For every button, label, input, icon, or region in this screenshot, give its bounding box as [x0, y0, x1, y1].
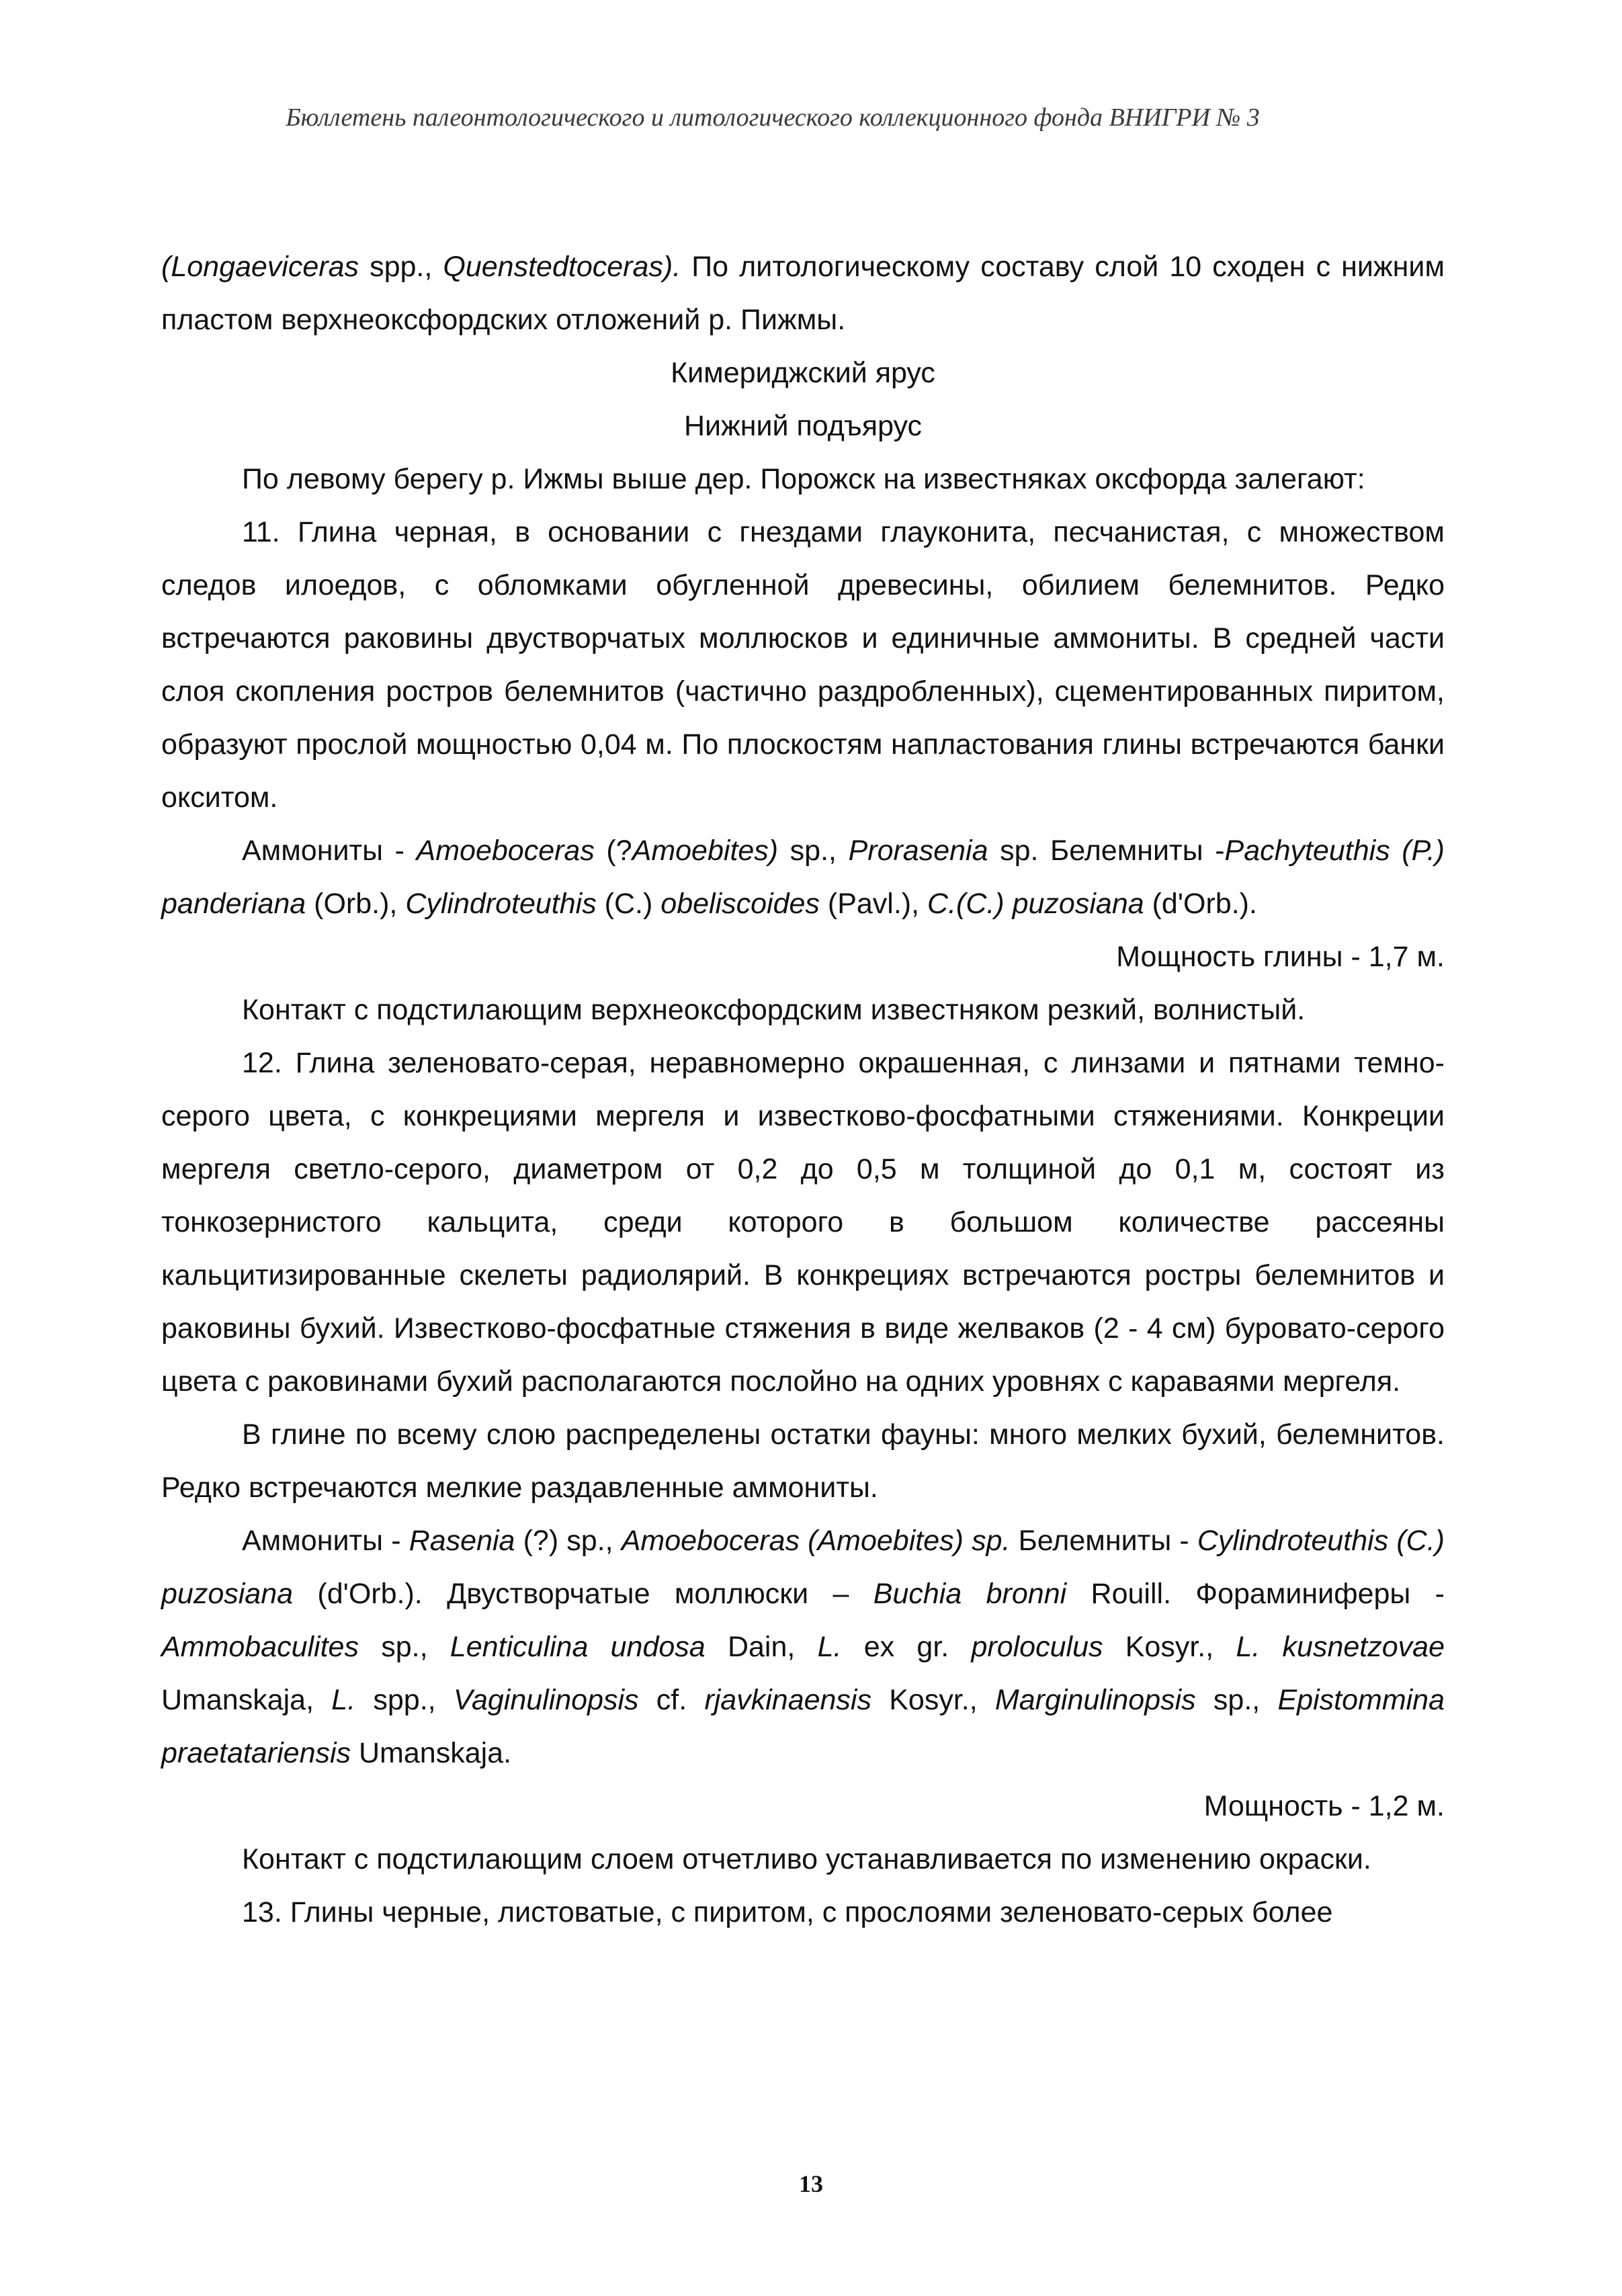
text-run: Белемниты -	[1010, 1525, 1197, 1557]
text-run: ex gr.	[841, 1631, 972, 1663]
italic-run: rjavkinaensis	[704, 1684, 871, 1716]
italic-run: Ammobaculites	[161, 1631, 359, 1663]
substage-heading: Нижний подъярус	[683, 410, 923, 442]
thickness-layer11: Мощность глины - 1,7 м.	[1116, 941, 1445, 973]
text-run: (?) sp.,	[515, 1525, 622, 1557]
text-run: spp.,	[359, 251, 443, 283]
italic-run: Amoebites)	[632, 835, 779, 867]
italic-run: Quenstedtoceras).	[443, 251, 681, 283]
italic-run: L.	[331, 1684, 356, 1716]
italic-run: Buchia bronni	[873, 1578, 1067, 1610]
stage-heading: Кимериджский ярус	[671, 357, 935, 389]
italic-run: L.	[817, 1631, 842, 1663]
running-header: Бюллетень палеонтологического и литологического коллекционного фонда ВНИГРИ № 3	[286, 103, 1260, 132]
text-run: sp.,	[778, 835, 849, 867]
paragraph-layer12-fauna-overview	[161, 1408, 1445, 1515]
italic-run: (Longaeviceras	[161, 251, 359, 283]
italic-run: L. kusnetzovae	[1236, 1631, 1445, 1663]
text-run: sp. Белемниты -	[988, 835, 1225, 867]
text-run: (?	[594, 835, 632, 867]
text-run: (Orb.),	[306, 888, 406, 920]
italic-run: Pachyteuthis (P.) panderiana	[161, 835, 1445, 920]
text-run: Контакт с подстилающим слоем отчетливо устанавливается по изменению окраски.	[242, 1843, 1371, 1875]
italic-run: Vaginulinopsis	[453, 1684, 639, 1716]
paragraph-layer12	[161, 1037, 1445, 1408]
paragraph-layer10-end	[161, 241, 1445, 347]
text-run: sp.,	[358, 1631, 450, 1663]
text-run: (Pavl.),	[819, 888, 928, 920]
italic-run: proloculus	[971, 1631, 1103, 1663]
paragraph-layer13	[161, 1886, 1445, 1939]
text-run: (d'Orb.). Двустворчатые моллюски –	[293, 1578, 873, 1610]
italic-run: Rasenia	[409, 1525, 515, 1557]
text-run: 12. Глина зеленовато-серая, неравномерно окрашенная, с линзами и пятнами темно-серого цвета, с конкрециями мергеля и известково-фосфатными стяжениями. Конкреции мергеля светло-серого, диаметром от 0,2 до 0,5 м толщиной до 0,1 м, состоят из тонкозернистого кальцита, среди которого в большом количестве рассеяны кальцитизированные скелеты радиолярий. В конкрециях встречаются ростры белемнитов и раковины бухий. Известково-фосфатные стяжения в виде желваков (2 - 4 см) буровато-серого цвета с раковинами бухий располагаются послойно на одних уровнях с караваями мергеля.	[161, 1047, 1445, 1398]
italic-run: Amoeboceras (Amoebites) sp.	[621, 1525, 1011, 1557]
text-run: spp.,	[355, 1684, 454, 1716]
text-run: Rouill. Фораминиферы -	[1066, 1578, 1445, 1610]
italic-run: C.(C.) puzosiana	[927, 888, 1144, 920]
text-run: cf.	[638, 1684, 705, 1716]
text-run: В глине по всему слою распределены остатки фауны: много мелких бухий, белемнитов. Редко встречаются мелкие раздавленные аммониты.	[161, 1418, 1445, 1504]
text-run: Kosyr.,	[1103, 1631, 1236, 1663]
paragraph-layer11	[161, 506, 1445, 824]
italic-run: Marginulinopsis	[994, 1684, 1196, 1716]
body-text	[161, 241, 1445, 1939]
text-run: 13. Глины черные, листоватые, с пиритом, с прослоями зеленовато-серых более	[242, 1896, 1333, 1928]
text-run: sp.,	[1195, 1684, 1278, 1716]
text-run: (C.)	[596, 888, 661, 920]
text-run: Umanskaja.	[351, 1737, 512, 1769]
text-run: Аммониты -	[242, 1525, 409, 1557]
paragraph-contact-12	[161, 1833, 1445, 1886]
paragraph-contact-11	[161, 984, 1445, 1037]
paragraph-location	[161, 453, 1445, 506]
italic-run: Epistommina praetatariensis	[161, 1684, 1445, 1769]
text-run: (d'Orb.).	[1144, 888, 1257, 920]
paragraph-layer12-fauna	[161, 1515, 1445, 1780]
italic-run: Lenticulina undosa	[450, 1631, 706, 1663]
text-run: Umanskaja,	[161, 1684, 332, 1716]
text-run: Kosyr.,	[871, 1684, 995, 1716]
text-run: Контакт с подстилающим верхнеоксфордским известняком резкий, волнистый.	[242, 994, 1306, 1026]
text-run: Dain,	[705, 1631, 818, 1663]
thickness-layer12: Мощность - 1,2 м.	[1203, 1790, 1445, 1822]
italic-run: Cylindroteuthis	[405, 888, 597, 920]
text-run: Аммониты -	[242, 835, 417, 867]
italic-run: obeliscoides	[660, 888, 820, 920]
italic-run: Cylindroteuthis (C.) puzosiana	[161, 1525, 1445, 1610]
paragraph-layer11-fauna	[161, 824, 1445, 931]
text-run: 11. Глина черная, в основании с гнездами глауконита, песчанистая, с множеством следов илоедов, с обломками обугленной древесины, обилием белемнитов. Редко встречаются раковины двустворчатых моллюсков и единичные аммониты. В средней части слоя скопления ростров белемнитов (частично раздробленных), сцементированных пиритом, образуют прослой мощностью 0,04 м. По плоскостям напластования глины встречаются банки окситом.	[161, 516, 1445, 814]
italic-run: Prorasenia	[848, 835, 988, 867]
page-number: 13	[799, 2170, 823, 2197]
text-run: По литологическому составу слой 10 сходен с нижним пластом верхнеоксфордских отложений р. Пижмы.	[161, 251, 1445, 336]
italic-run: Amoeboceras	[416, 835, 595, 867]
text-run: По левому берегу р. Ижмы выше дер. Порожск на известняках оксфорда залегают:	[242, 463, 1365, 495]
